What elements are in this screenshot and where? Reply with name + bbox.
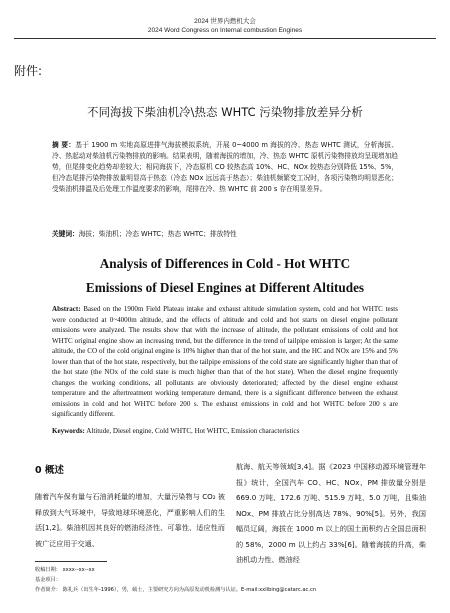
chinese-keywords-label: 关键词： — [52, 230, 79, 238]
conference-header-en: 2024 Word Congress on Internal combustion Engines — [147, 27, 303, 34]
body-left-column: 随着汽车保有量与石油消耗量的增加，大量污染物与 CO₂ 被释放到大气环境中，导致地球环境恶化，严重影响人们的生活[1,2]。柴油机因其良好的燃油经济性、可靠性、适应性而被广泛应用于交通、 — [35, 492, 225, 548]
footnote-divider — [35, 561, 107, 562]
appendix-label: 附件: — [14, 64, 43, 78]
chinese-abstract-label: 摘 要： — [52, 141, 76, 149]
conference-header-cn: 2024 世界内燃机大会 — [194, 18, 256, 25]
chinese-keywords — [52, 228, 398, 238]
chinese-abstract — [52, 140, 398, 195]
section-heading: 0 概述 — [35, 465, 64, 476]
english-keywords-text: Altitude, Diesel engine, Cold WHTC, Hot WHTC, Emission characteristics — [86, 427, 300, 435]
footnote-fund: 基金项目： — [35, 577, 61, 583]
header-divider — [14, 38, 436, 39]
english-abstract-text: Based on the 1900m Field Plateau intake and exhaust altitude simulation system, cold and hot WHTC tests were conducted at 0~4000m altitude, and the effects of altitude and cold and hot starts on diesel engine pollutant emissions were analyzed. The results show that with the increase of altitude, the pollutant emissions of cold and hot WHTC original engine show an increasing trend, but the difference in the trend of tailpipe emission is larger; At the same altitude, the CO of the cold original engine is 10% higher than that of the hot state, and the HC and NOx are 15% and 5% lower than that of the hot state, respectively, but the tailpipe emissions of the cold state are significantly higher than that of the hot state (the NOx of the cold state is much higher than that of the hot state). When the diesel engine frequently changes the working conditions, all pollutants are obviously deteriorated; affected by the diesel engine exhaust temperature and the aftertreatment working temperature demand, there is a significant difference between the exhaust emissions in cold and hot WHTC before 200 s. The exhaust emissions in cold and hot WHTC before 200 s are significantly different. — [52, 305, 399, 418]
chinese-keywords-text: 海拔；柴油机；冷态 WHTC；热态 WHTC；排放特性 — [78, 230, 237, 238]
chinese-title: 不同海拔下柴油机冷\热态 WHTC 污染物排放差异分析 — [87, 105, 363, 119]
english-keywords-label: Keywords: — [52, 427, 85, 435]
english-title-line2: Emissions of Diesel Engines at Different Altitudes — [85, 280, 365, 295]
english-keywords — [52, 427, 398, 435]
footnote-author: 作者简介： 陈礼兵（出生年-1996），男，硕士，主要研究方向为高原发动机检测与认证。E-mail:xxlibing@catarc.ac.cn — [35, 587, 317, 593]
footnote-received: 收稿日期： xxxx--xx--xx — [35, 567, 95, 573]
english-abstract — [52, 304, 398, 420]
body-right-column: 航海、航天等领域[3,4]。据《2023 中国移动源环境管理年报》统计，全国汽车 CO、HC、NOx、PM 排放量分别是 669.0 万吨、172.6 万吨、515.9 万吨、5.0 万吨，且柴油 NOx、PM 排放占比分别高达 78%、90%[5]。另外，我国幅员辽阔，海拔在 1000 m 以上的国土面积约占全国总面积的 58%，2000 m 以上约占 33%[6]。随着海拔的升高，柴油机动力性、燃油经 — [236, 462, 426, 564]
english-abstract-label: Abstract: — [52, 305, 81, 313]
chinese-abstract-text: 基于 1900 m 实地高原进排气海拔模拟系统，开展 0~4000 m 海拔的冷、热态 WHTC 测试，分析海拔、冷、热起动对柴油机污染物排放的影响。结果表明，随着海拔的增加，冷、热态 WHTC 原机污染物排放均呈现增加趋势，但尾排变化趋势却差较大；相同海拔下，冷态原机 CO 较热态高 10%、HC、NOx 较热态分别降低 15%、5%，但冷态尾排污染物排放量明显高于热态（冷态 NOx 远远高于热态）；柴油机频繁变工况时，各项污染物均明显恶化；受柴油机排温及后处理工作温度要求的影响，尾排在冷、热 WHTC 前 200 s 存在明显差异。 — [52, 141, 399, 193]
english-title-line1: Analysis of Differences in Cold - Hot WHTC — [99, 256, 351, 271]
